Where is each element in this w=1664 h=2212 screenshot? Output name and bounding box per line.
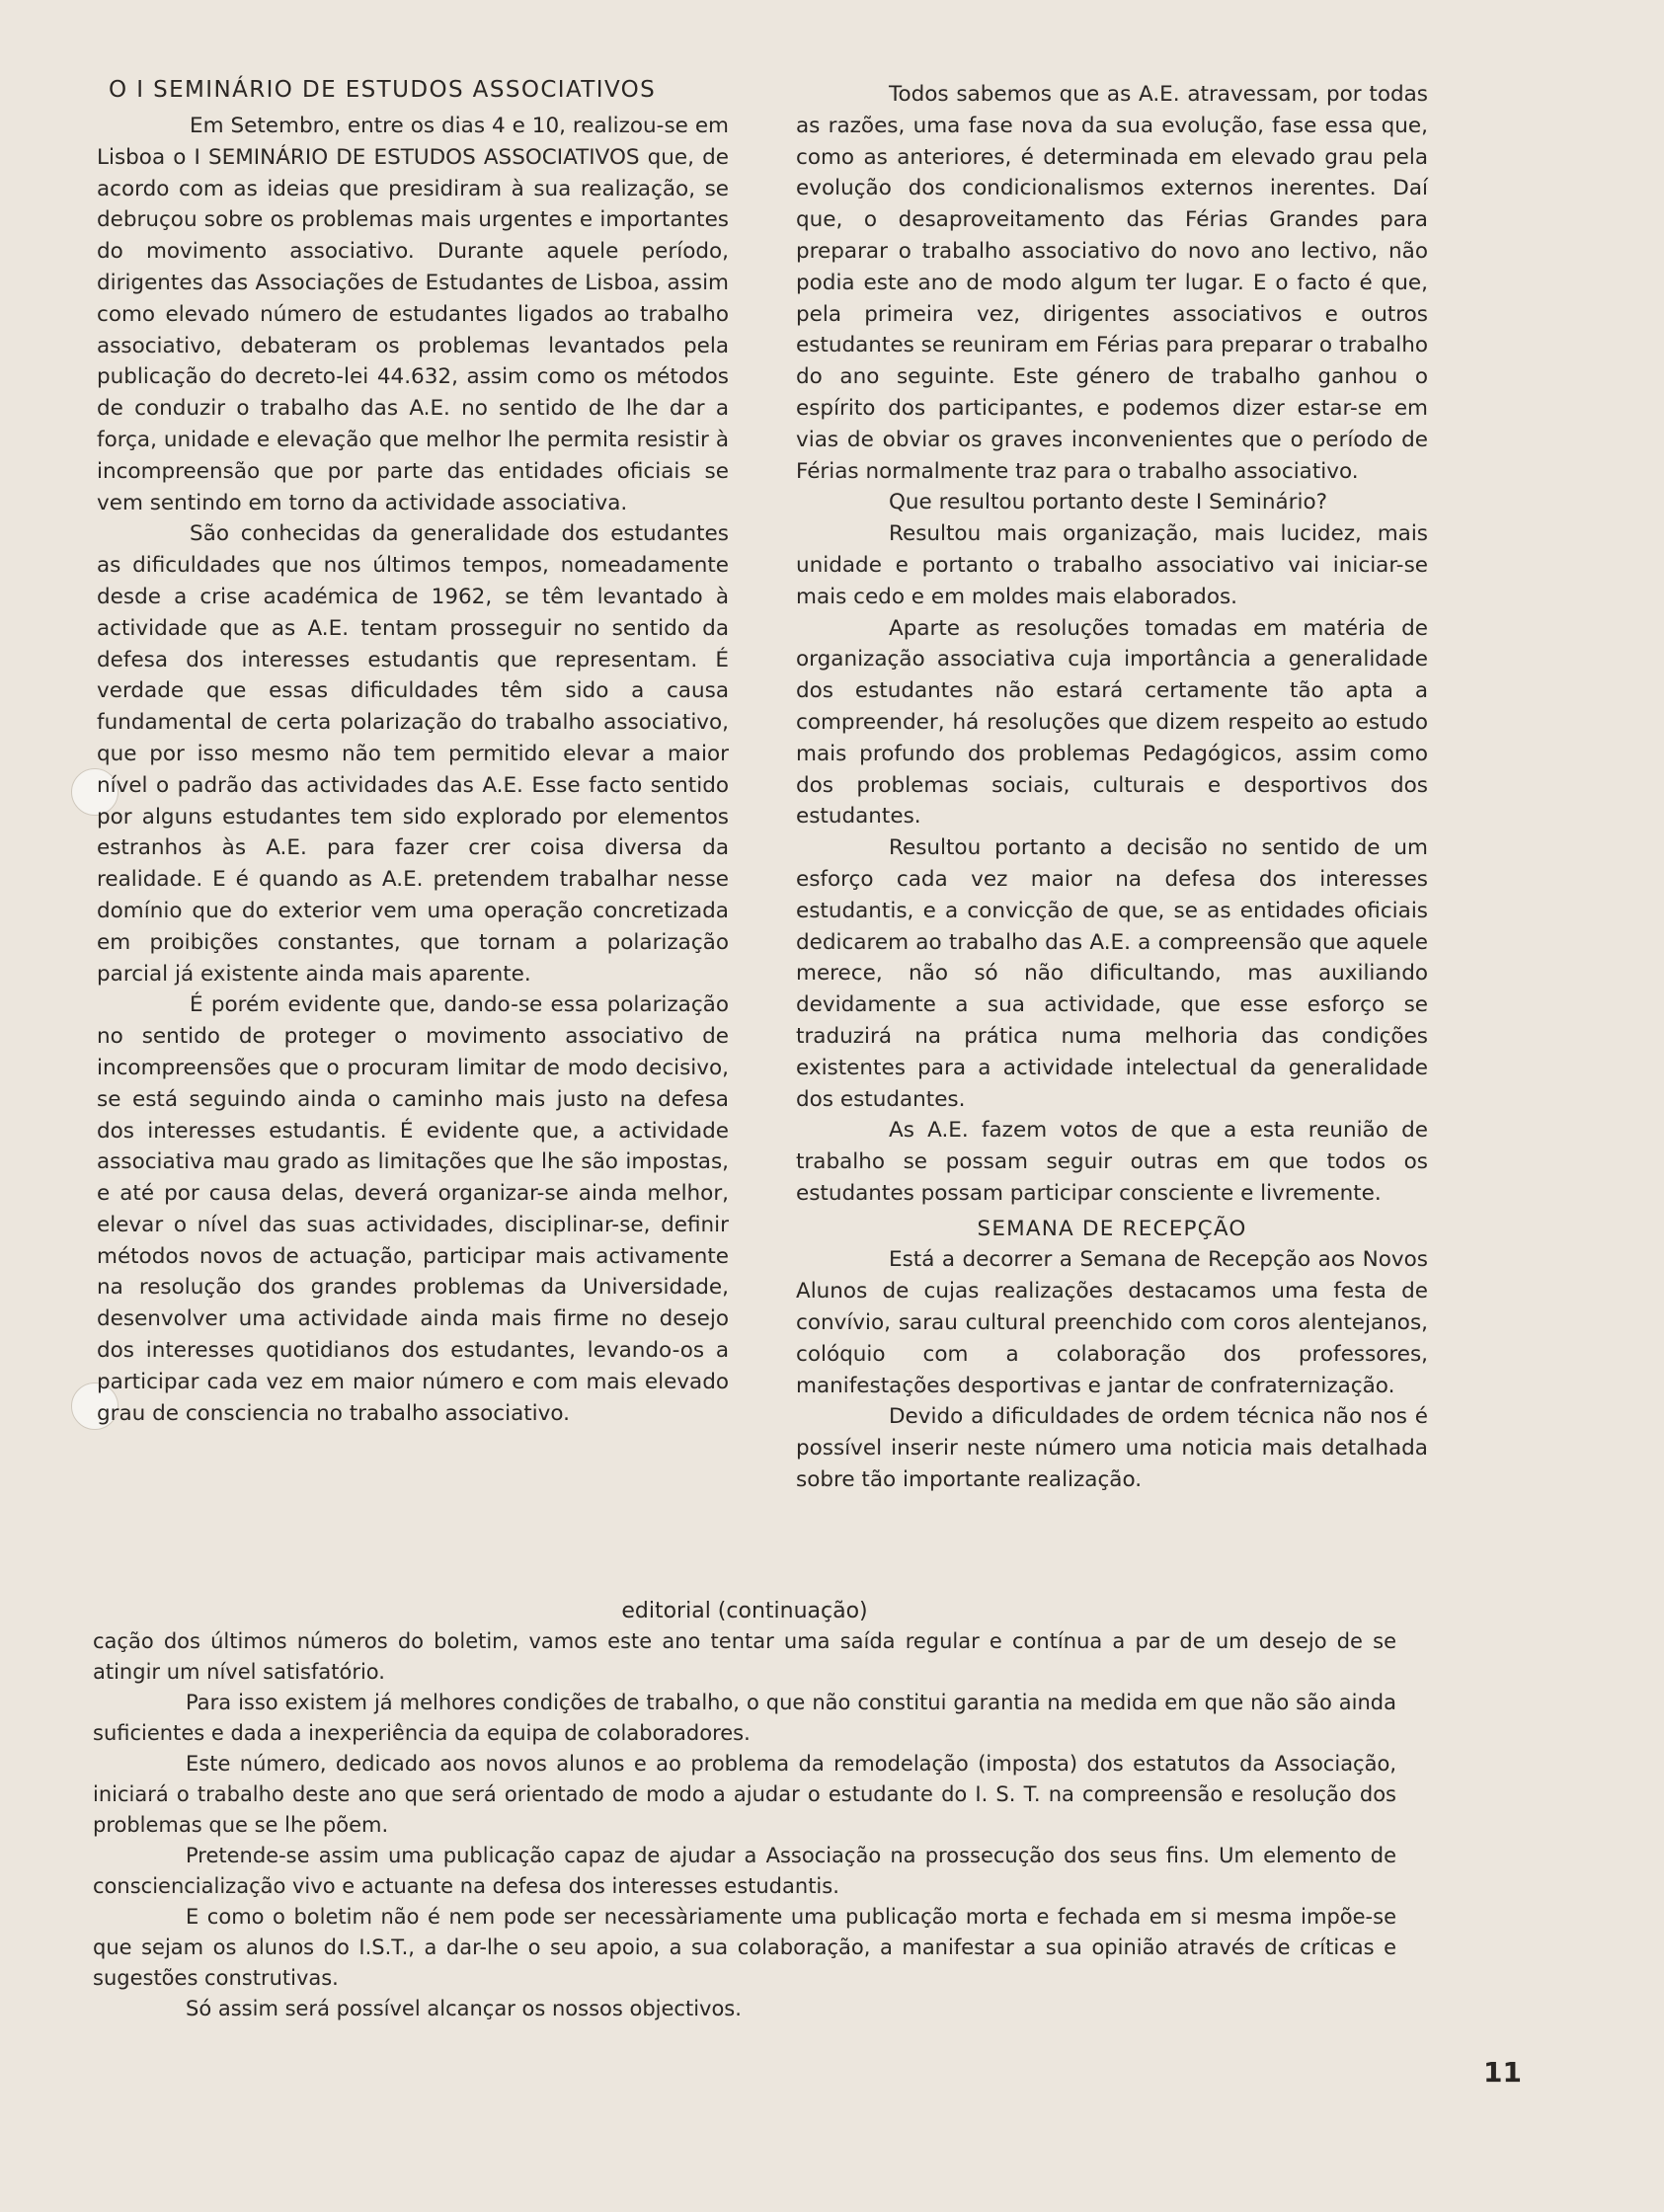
editorial-title: editorial (continuação) [621, 1599, 868, 1623]
paragraph: Para isso existem já melhores condições de trabalho, o que não constitui garantia na medida em que não são ainda suficientes e dada a inexperiência da equipa de colaboradores. [93, 1691, 1396, 1745]
paragraph: Todos sabemos que as A.E. atravessam, por todas as razões, uma fase nova da sua evolução, fase essa que, como as anteriores, é determinada em elevado grau pela evolução dos condicionalismos externos inerentes. Daí que, o desaproveitamento das Férias Grandes para preparar o trabalho associativo do novo ano lectivo, não podia este ano de modo algum ter lugar. E o facto é que, pela primeira vez, dirigentes associativos e outros estudantes se reuniram em Férias para preparar o trabalho do ano seguinte. Este género de trabalho ganhou o espírito dos participantes, e podemos dizer estar-se em vias de obviar os graves inconvenientes que o período de Férias normalmente traz para o trabalho associativo. [796, 82, 1428, 484]
paragraph: Só assim será possível alcançar os nossos objectivos. [186, 1997, 742, 2020]
article-heading: O I SEMINÁRIO DE ESTUDOS ASSOCIATIVOS [109, 77, 657, 103]
paragraph: Está a decorrer a Semana de Recepção aos Novos Alunos de cujas realizações destacamos uma festa de convívio, sarau cultural preenchido com coros alentejanos, colóquio com a colaboração dos professores, manifestações desportivas e jantar de confraternização. [796, 1247, 1428, 1398]
paragraph: Devido a dificuldades de ordem técnica não nos é possível inserir neste número uma noticia mais detalhada sobre tão importante realização. [796, 1404, 1428, 1493]
left-column [97, 111, 729, 1429]
paragraph: Pretende-se assim uma publicação capaz de ajudar a Associação na prossecução dos seus fins. Um elemento de consciencialização vivo e actuante na defesa dos interesses estudantis. [93, 1844, 1396, 1898]
section-subheading: SEMANA DE RECEPÇÃO [977, 1216, 1247, 1241]
paragraph: Aparte as resoluções tomadas em matéria de organização associativa cuja importância a generalidade dos estudantes não estará certamente tão apta a compreender, há resoluções que dizem respeito ao estudo mais profundo dos problemas Pedagógicos, assim como dos problemas sociais, culturais e desportivos dos estudantes. [796, 615, 1428, 830]
paragraph: Em Setembro, entre os dias 4 e 10, realizou-se em Lisboa o I SEMINÁRIO DE ESTUDOS ASSOCIATIVOS que, de acordo com as ideias que presidiram à sua realização, se debruçou sobre os problemas mais urgentes e importantes do movimento associativo. Durante aquele período, dirigentes das Associações de Estudantes de Lisboa, assim como elevado número de estudantes ligados ao trabalho associativo, debateram os problemas levantados pela publicação do decreto-lei 44.632, assim como os métodos de conduzir o trabalho das A.E. no sentido de lhe dar a força, unidade e elevação que melhor lhe permita resistir à incompreensão que por parte das entidades oficiais se vem sentindo em torno da actividade associativa. [97, 114, 729, 515]
paragraph: Resultou mais organização, mais lucidez, mais unidade e portanto o trabalho associativo vai iniciar-se mais cedo e em moldes mais elaborados. [796, 521, 1428, 609]
page-number: 11 [1483, 2056, 1522, 2089]
paragraph: São conhecidas da generalidade dos estudantes as dificuldades que nos últimos tempos, nomeadamente desde a crise académica de 1962, se têm levantado à actividade que as A.E. tentam prosseguir no sentido da defesa dos interesses estudantis que representam. É verdade que essas dificuldades têm sido a causa fundamental de certa polarização do trabalho associativo, que por isso mesmo não tem permitido elevar a maior nível o padrão das actividades das A.E. Esse facto sentido por alguns estudantes tem sido explorado por elementos estranhos às A.E. para fazer crer coisa diversa da realidade. E é quando as A.E. pretendem trabalhar nesse domínio que do exterior vem uma operação concretizada em proibições constantes, que tornam a polarização parcial já existente ainda mais aparente. [97, 521, 729, 987]
paragraph: cação dos últimos números do boletim, vamos este ano tentar uma saída regular e contínua a par de um desejo de se atingir um nível satisfatório. [93, 1629, 1396, 1684]
paragraph: E como o boletim não é nem pode ser necessàriamente uma publicação morta e fechada em si mesma impõe-se que sejam os alunos do I.S.T., a dar-lhe o seu apoio, a sua colaboração, a manifestar a sua opinião através de críticas e sugestões construtivas. [93, 1905, 1396, 1990]
paragraph: As A.E. fazem votos de que a esta reunião de trabalho se possam seguir outras em que todos os estudantes possam participar consciente e livremente. [796, 1118, 1428, 1206]
paragraph: Este número, dedicado aos novos alunos e ao problema da remodelação (imposta) dos estatutos da Associação, iniciará o trabalho deste ano que será orientado de modo a ajudar o estudante do I. S. T. na compreensão e resolução dos problemas que se lhe põem. [93, 1752, 1396, 1837]
paragraph: Que resultou portanto deste I Seminário? [889, 490, 1328, 515]
right-column [796, 79, 1428, 1496]
editorial-continuation [93, 1596, 1396, 2024]
paragraph: Resultou portanto a decisão no sentido de um esforço cada vez maior na defesa dos interesses estudantis, e a convicção de que, se as entidades oficiais dedicarem ao trabalho das A.E. a compreensão que aquele merece, não só não dificultando, mas auxiliando devidamente a sua actividade, que esse esforço se traduzirá na prática numa melhoria das condições existentes para a actividade intelectual da generalidade dos estudantes. [796, 835, 1428, 1112]
paragraph: É porém evidente que, dando-se essa polarização no sentido de proteger o movimento associativo de incompreensões que o procuram limitar de modo decisivo, se está seguindo ainda o caminho mais justo na defesa dos interesses estudantis. É evidente que, a actividade associativa mau grado as limitações que lhe são impostas, e até por causa delas, deverá organizar-se ainda melhor, elevar o nível das suas actividades, disciplinar-se, definir métodos novos de actuação, participar mais activamente na resolução dos grandes problemas da Universidade, desenvolver uma actividade ainda mais firme no desejo dos interesses quotidianos dos estudantes, levando-os a participar cada vez em maior número e com mais elevado grau de consciencia no trabalho associativo. [97, 992, 729, 1426]
